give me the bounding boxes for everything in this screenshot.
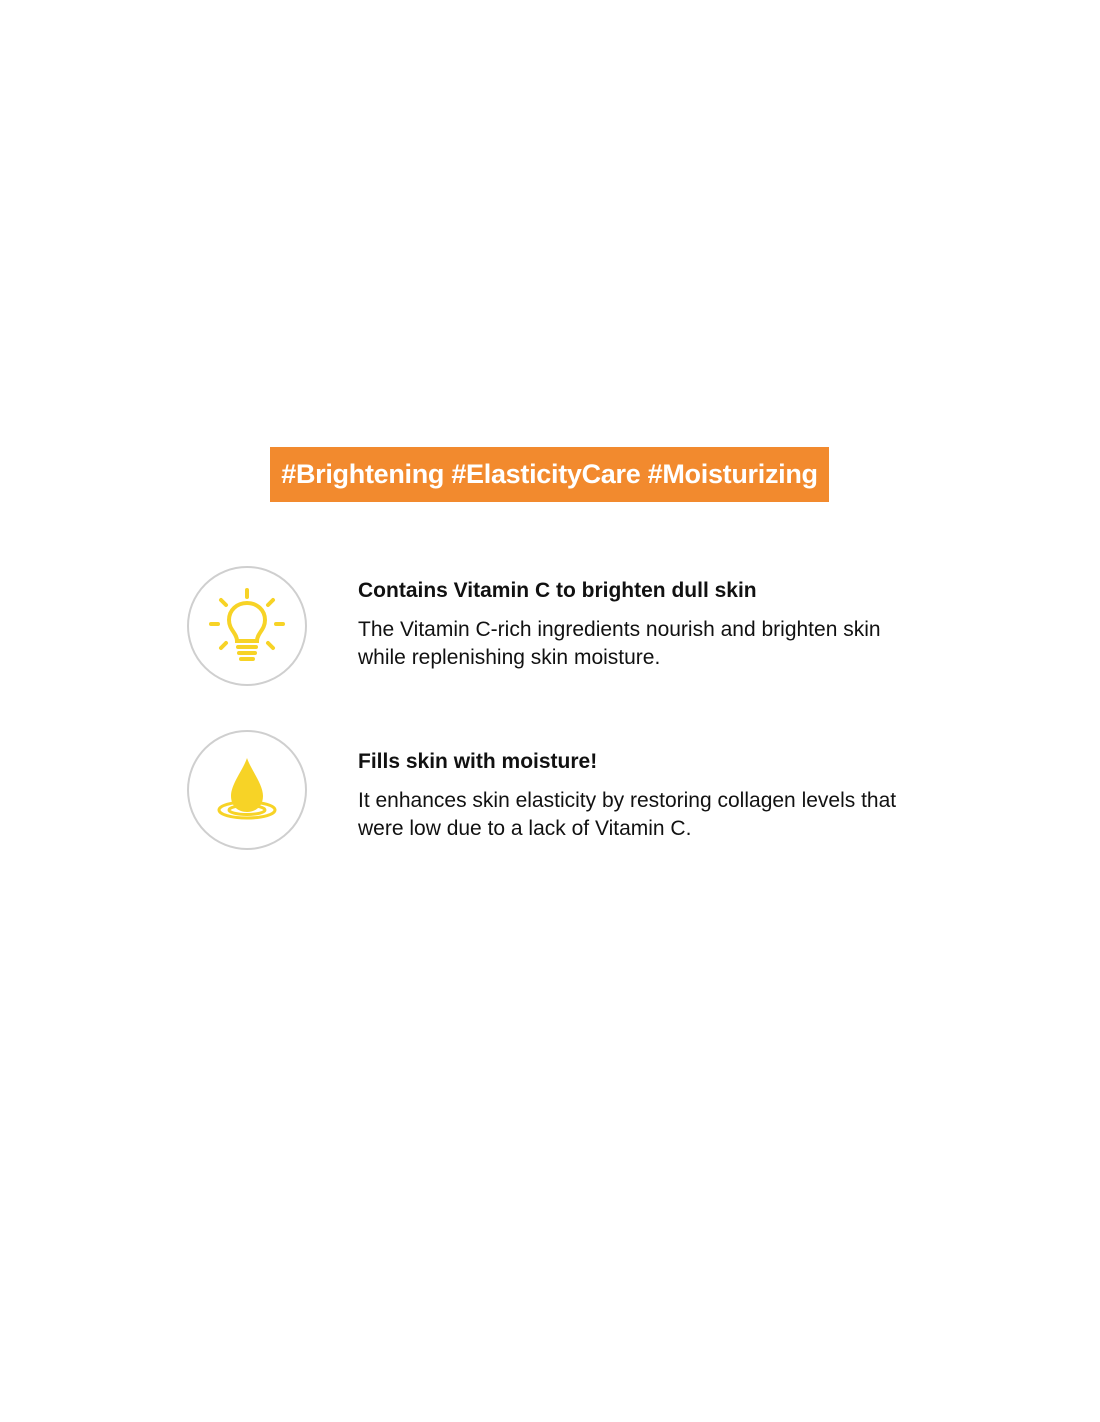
feature-text [358,747,918,843]
lightbulb-icon [187,566,307,686]
feature-text [358,576,918,672]
feature-moisture [187,730,907,850]
feature-description: It enhances skin elasticity by restoring collagen levels that were low due to a lack of Vitamin C. [358,789,897,840]
feature-brightening [187,566,907,686]
feature-title: Contains Vitamin C to brighten dull skin [358,579,757,602]
hashtag-text: #Brightening #ElasticityCare #Moisturizing [281,459,818,489]
water-drop-icon [187,730,307,850]
hashtag-banner [270,447,829,502]
feature-description: The Vitamin C-rich ingredients nourish and brighten skin while replenishing skin moisture. [358,618,881,669]
feature-title: Fills skin with moisture! [358,750,598,773]
